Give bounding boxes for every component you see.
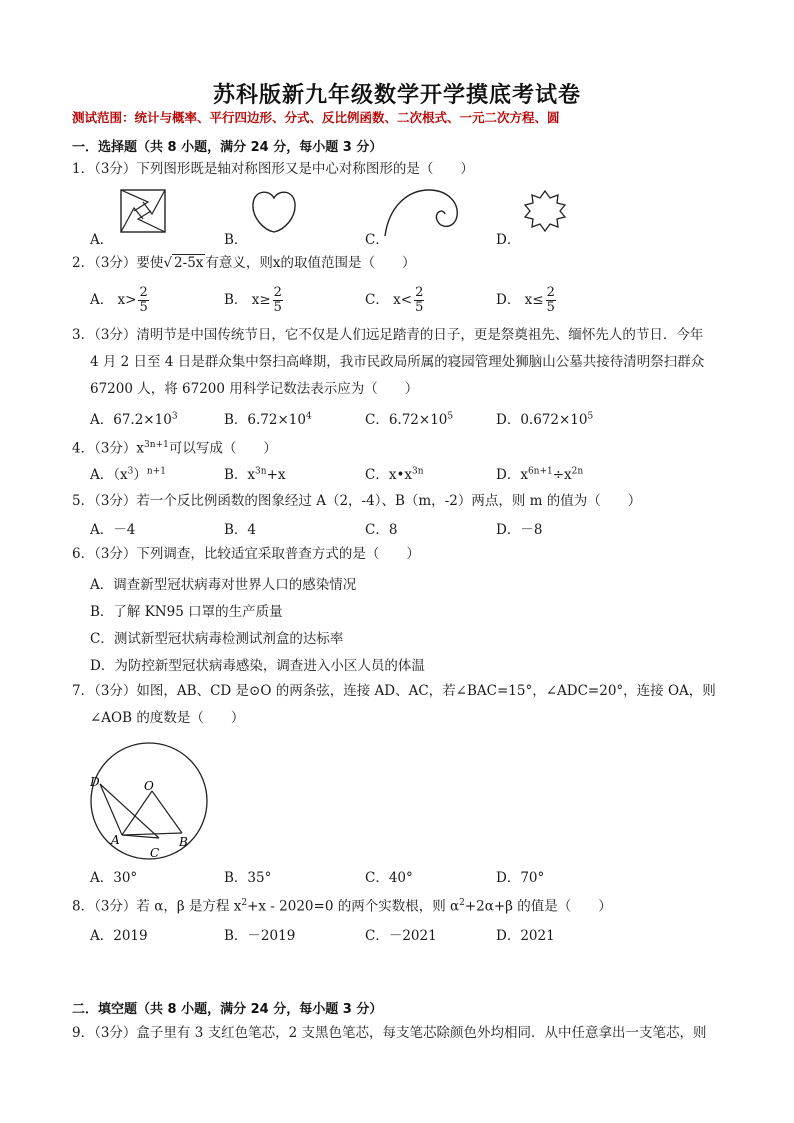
question-8-options — [90, 924, 750, 948]
question-9: 9．（3分）盒子里有 3 支红色笔芯，2 支黑色笔芯，每支笔芯除颜色外均相同．从中任意拿出一支笔芯，则 — [72, 1025, 707, 1041]
q7-circle-figure — [86, 740, 216, 864]
q6-option-b: B．了解 KN95 口罩的生产质量 — [90, 604, 283, 620]
q1-option-d-label: D． — [496, 232, 521, 248]
q2-option-d: D． x≤ $\frac{2}{5}$ — [496, 285, 555, 315]
q7-option-c: C．40° — [365, 870, 413, 886]
q7-radius-oa — [122, 791, 152, 835]
question-2: 2．（3分）要使√ 2-5x 有意义，则x的取值范围是（ ） — [72, 255, 416, 271]
test-scope: 测试范围：统计与概率、平行四边形、分式、反比例函数、二次根式、一元二次方程、圆 — [72, 110, 560, 125]
q4-option-b: B．$x^{3n}+x$ — [224, 466, 286, 483]
q7-label-c: C — [150, 846, 160, 860]
q3-option-b: B．$6.72\times 10^4$ — [224, 411, 312, 428]
section-heading-choice: 一．选择题（共 8 小题，满分 24 分，每小题 3 分） — [72, 140, 383, 155]
question-3-line-2: 4 月 2 日至 4 日是群众集中祭扫高峰期，我市民政局所属的寝园管理处狮脑山公墓共接待清明祭扫群众 — [90, 354, 705, 370]
q7-option-b: B．35° — [224, 870, 272, 886]
q3-option-c: C．$6.72\times 10^5$ — [365, 411, 454, 428]
q8-option-c: C．－2021 — [365, 928, 437, 944]
q7-chord-ad — [100, 784, 122, 835]
q5-option-d: D．－8 — [496, 522, 543, 538]
question-1 — [72, 156, 732, 183]
q2-option-a: A． x> $\frac{2}{5}$ — [90, 285, 148, 315]
q7-label-d: D — [90, 775, 100, 789]
q7-chord-ab — [122, 833, 182, 835]
q6-option-c: C．测试新型冠状病毒检测试剂盒的达标率 — [90, 631, 344, 647]
question-3-line-3: 67200 人，将 67200 用科学记数法表示应为（ ） — [90, 381, 419, 397]
q7-circle — [91, 743, 207, 859]
q7-option-d: D．70° — [496, 870, 545, 886]
q4-option-c: C．$x•x^{3n}$ — [365, 466, 424, 483]
question-6: 6．（3分）下列调查，比较适宜采取普查方式的是（ ） — [72, 546, 420, 562]
q8-option-a: A．2019 — [90, 928, 148, 944]
q1-pinwheel-square-figure — [118, 188, 168, 234]
question-7-line-2: ∠AOB 的度数是（ ） — [90, 710, 245, 726]
question-3 — [72, 322, 732, 403]
q2-option-b: B． x≥ $\frac{2}{5}$ — [224, 285, 282, 315]
q3-option-d: D．$0.672\times 10^5$ — [496, 411, 594, 428]
question-7 — [72, 678, 732, 732]
q1-option-b-label: B． — [224, 232, 248, 248]
q8-option-b: B．－2019 — [224, 928, 296, 944]
q7-radius-ob — [152, 791, 182, 833]
question-1-stem: 1．（3分）下列图形既是轴对称图形又是中心对称图形的是（ ） — [72, 161, 474, 177]
q7-label-b: B — [179, 835, 188, 849]
q1-spiral-figure — [383, 186, 463, 238]
q4-option-a: A．$(x^3)^{n+1}$ — [90, 466, 166, 483]
question-3-options — [90, 408, 750, 432]
question-7-options — [90, 866, 750, 890]
q6-option-a: A．调查新型冠状病毒对世界人口的感染情况 — [90, 577, 357, 593]
q7-option-a: A．30° — [90, 870, 138, 886]
question-2-options — [90, 285, 750, 315]
question-2-post: 有意义，则x的取值范围是（ ） — [205, 255, 416, 271]
q1-option-a-label: A． — [90, 232, 114, 248]
question-2-pre: 2．（3分）要使 — [72, 255, 164, 271]
q1-option-c-label: C． — [365, 232, 389, 248]
q1-snowflake-figure — [520, 188, 570, 234]
question-5: 5．（3分）若一个反比例函数的图象经过 A（2，-4）、B（m，-2）两点，则 m 的值为（ ） — [72, 493, 642, 509]
q7-label-o: O — [144, 779, 154, 793]
q5-option-b: B．4 — [224, 522, 257, 538]
q5-option-a: A．－4 — [90, 522, 136, 538]
q7-chord-ac — [122, 835, 159, 838]
q8-option-d: D．2021 — [496, 928, 555, 944]
question-3-line-1: 3．（3分）清明节是中国传统节日，它不仅是人们远足踏青的日子，更是祭奠祖先、缅怀先人的节日．今年 — [72, 327, 704, 343]
page-title: 苏科版新九年级数学开学摸底考试卷 — [212, 83, 581, 108]
q7-label-a: A — [111, 833, 120, 847]
question-5-options — [90, 518, 750, 542]
q3-option-a: A．$67.2\times 10^3$ — [90, 411, 178, 428]
q5-option-c: C．8 — [365, 522, 398, 538]
q4-option-d: D．$x^{6n+1}\div x^{2n}$ — [496, 466, 584, 483]
question-4: 4．（3分）$x^{3n+1}$可以写成（ ） — [72, 440, 277, 457]
question-2-radicand: 2-5x — [174, 255, 204, 271]
question-4-options — [90, 463, 750, 487]
section-heading-fill: 二．填空题（共 8 小题，满分 24 分，每小题 3 分） — [72, 1002, 383, 1017]
q6-option-d: D．为防控新型冠状病毒感染，调查进入小区人员的体温 — [90, 658, 425, 674]
question-7-line-1: 7．（3分）如图，AB、CD 是⊙O 的两条弦，连接 AD、AC，若∠BAC=15°，∠ADC=20°，连接 OA，则 — [72, 683, 716, 699]
q2-option-c: C． x< $\frac{2}{5}$ — [365, 285, 424, 315]
question-8: 8．（3分）若 α，β 是方程 $x^2+x - 2020=0$ 的两个实数根，则 $\alpha^2+2\alpha+\beta$ 的值是（ ） — [72, 898, 612, 915]
q1-heart-figure — [247, 188, 301, 234]
